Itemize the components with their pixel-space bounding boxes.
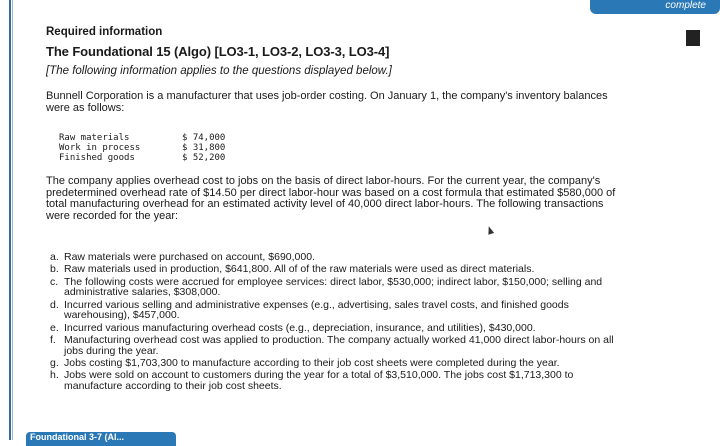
transaction-text: Incurred various manufacturing overhead costs (e.g., depreciation, insurance, and utilities), $430,000. <box>64 321 536 334</box>
transaction-item <box>50 323 620 334</box>
balance-label: Work in process <box>59 143 141 153</box>
problem-title: The Foundational 15 (Algo) [LO3-1, LO3-2, LO3-3, LO3-4] <box>46 44 390 59</box>
transaction-text: Jobs costing $1,703,300 to manufacture according to their job cost sheets were completed during the year. <box>64 357 560 370</box>
side-edge-marker <box>686 30 700 46</box>
transaction-item <box>50 335 620 357</box>
problem-subtitle: [The following information applies to the questions displayed below.] <box>46 65 392 77</box>
transaction-item <box>50 277 620 299</box>
left-border-line-inner <box>12 0 13 440</box>
transaction-text: The following costs were accrued for employee services: direct labor, $530,000; indirect labor, $150,000; selling and administrative salaries, $308,000. <box>64 275 603 299</box>
balance-label: Finished goods <box>59 153 135 163</box>
balance-row <box>59 143 225 153</box>
transaction-letter: f. <box>50 334 56 347</box>
transactions-list <box>50 252 620 394</box>
transaction-letter: d. <box>50 298 59 311</box>
mouse-cursor-icon <box>486 225 494 234</box>
balance-value: $ 74,000 <box>182 133 226 143</box>
transaction-text: Raw materials were purchased on account, $690,000. <box>64 251 315 263</box>
balance-row <box>59 153 225 163</box>
transaction-letter: h. <box>50 369 59 382</box>
transaction-item <box>50 300 620 322</box>
transaction-text: Manufacturing overhead cost was applied to production. The company actually worked 41,000 direct labor-hours on all jobs during the year. <box>64 334 614 357</box>
transaction-letter: c. <box>50 275 59 288</box>
completion-tab[interactable]: complete <box>590 0 720 14</box>
required-information-heading: Required information <box>46 26 163 38</box>
transaction-item <box>50 252 620 263</box>
transaction-item <box>50 358 620 369</box>
transaction-letter: g. <box>50 357 59 370</box>
transaction-letter: a. <box>50 251 59 263</box>
next-question-tab[interactable]: Foundational 3-7 (Al... <box>26 432 176 446</box>
transaction-letter: e. <box>50 321 59 334</box>
balance-value: $ 31,800 <box>182 143 226 153</box>
balance-value: $ 52,200 <box>182 153 226 163</box>
transaction-item <box>50 264 620 275</box>
transaction-letter: b. <box>50 263 59 276</box>
transaction-text: Raw materials used in production, $641,800. All of of the raw materials were used as direct materials. <box>64 263 535 276</box>
balance-row <box>59 133 225 143</box>
transaction-text: Incurred various selling and administrative expenses (e.g., advertising, sales travel costs, and finished goods warehousing), $457,000. <box>64 298 569 322</box>
left-border-line <box>9 0 11 440</box>
balance-label: Raw materials <box>59 133 130 143</box>
inventory-balances <box>59 133 225 163</box>
intro-paragraph: Bunnell Corporation is a manufacturer that uses job-order costing. On January 1, the company's inventory balances were as follows: <box>46 90 608 114</box>
transaction-item <box>50 370 620 392</box>
transaction-text: Jobs were sold on account to customers during the year for a total of $3,510,000. The jobs cost $1,713,300 to manufacture according to their job cost sheets. <box>64 369 574 393</box>
overhead-paragraph: The company applies overhead cost to jobs on the basis of direct labor-hours. For the current year, the company's predetermined overhead rate of $14.50 per direct labor-hour was based on a cost formula that estimated $580,000 of total manufacturing overhead for an estimated activity level of 40,000 direct labor-hours. The following transactions were recorded for the year: <box>46 175 616 222</box>
